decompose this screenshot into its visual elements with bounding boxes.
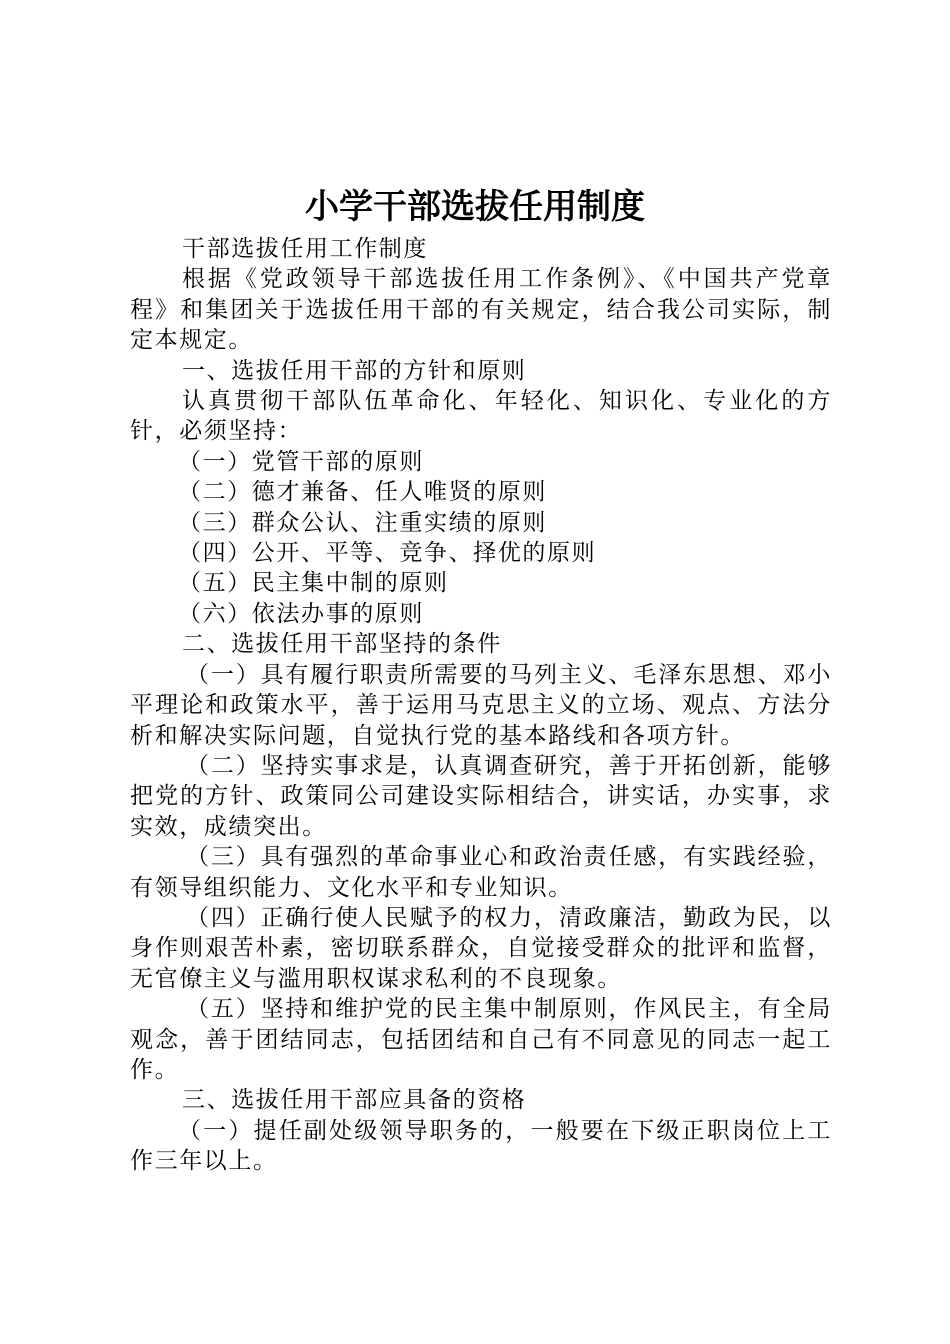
paragraph-intro: 根据《党政领导干部选拔任用工作条例》、《中国共产党章程》和集团关于选拔任用干部的有关规定，结合我公司实际，制定本规定。 bbox=[130, 266, 832, 354]
paragraph-subtitle: 干部选拔任用工作制度 bbox=[182, 236, 428, 262]
document-title: 小学干部选拔任用制度 bbox=[305, 187, 645, 227]
principle-item-1: （一）党管干部的原则 bbox=[178, 448, 424, 475]
condition-item-3: （三）具有强烈的革命事业心和政治责任感，有实践经验，有领导组织能力、文化水平和专业知识。 bbox=[130, 844, 832, 901]
condition-item-2: （二）坚持实事求是，认真调查研究，善于开拓创新，能够把党的方针、政策同公司建设实际相结合，讲实话，办实事，求实效，成绩突出。 bbox=[130, 752, 832, 840]
principle-item-3: （三）群众公认、注重实绩的原则 bbox=[178, 509, 547, 536]
document-body bbox=[130, 234, 832, 1177]
condition-item-1: （一）具有履行职责所需要的马列主义、毛泽东思想、邓小平理论和政策水平，善于运用马克思主义的立场、观点、方法分析和解决实际问题，自觉执行党的基本路线和各项方针。 bbox=[130, 661, 832, 749]
paragraph-principles-intro: 认真贯彻干部队伍革命化、年轻化、知识化、专业化的方针，必须坚持： bbox=[130, 388, 832, 445]
section-heading-1: 一、选拔任用干部的方针和原则 bbox=[182, 357, 527, 384]
qualification-item-1: （一）提任副处级领导职务的，一般要在下级正职岗位上工作三年以上。 bbox=[130, 1117, 832, 1175]
principle-item-2: （二）德才兼备、任人唯贤的原则 bbox=[178, 479, 547, 506]
principle-item-4: （四）公开、平等、竞争、择优的原则 bbox=[178, 540, 597, 567]
condition-item-4: （四）正确行使人民赋予的权力，清政廉洁，勤政为民，以身作则艰苦朴素，密切联系群众，自觉接受群众的批评和监督，无官僚主义与滥用职权谋求私利的不良现象。 bbox=[130, 904, 832, 992]
principle-item-6: （六）依法办事的原则 bbox=[178, 600, 424, 627]
section-heading-2: 二、选拔任用干部坚持的条件 bbox=[182, 631, 502, 658]
principle-item-5: （五）民主集中制的原则 bbox=[178, 570, 449, 597]
condition-item-5: （五）坚持和维护党的民主集中制原则，作风民主，有全局观念，善于团结同志，包括团结和自己有不同意见的同志一起工作。 bbox=[130, 996, 832, 1083]
section-heading-3: 三、选拔任用干部应具备的资格 bbox=[182, 1087, 527, 1114]
